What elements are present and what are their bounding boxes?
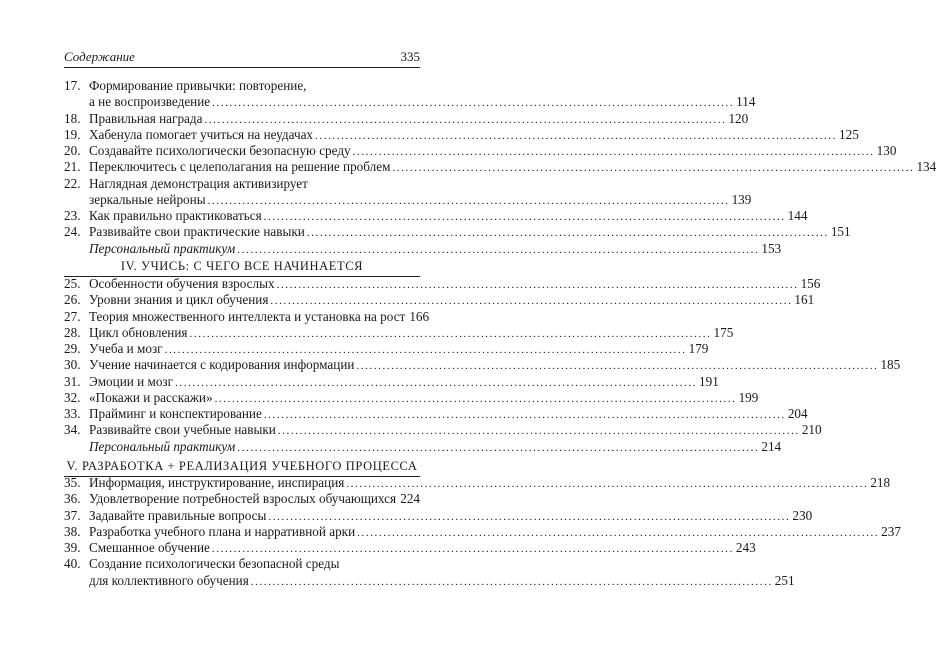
toc-entry-title: Уровни знания и цикл обучения <box>89 292 269 308</box>
toc-entry[interactable] <box>64 143 897 159</box>
dot-leader: ........................................................................................................................ <box>189 327 712 340</box>
toc-entry[interactable] <box>64 276 821 292</box>
toc-entry-title: Цикл обновления <box>89 324 188 340</box>
toc-entry-number: 33. <box>64 406 81 421</box>
toc-entry-title: Хабенула помогает учиться на неудачах <box>89 126 314 142</box>
dot-leader: ........................................................................................................................ <box>357 526 880 539</box>
toc-entry-number: 27. <box>64 308 81 324</box>
toc-entry-page: 130 <box>876 143 897 158</box>
toc-entry-page: 161 <box>794 292 815 308</box>
dot-leader: ........................................................................................................................ <box>356 360 879 373</box>
dot-leader: ........................................................................................................................ <box>204 113 727 126</box>
toc-entry-page: 156 <box>800 276 821 291</box>
toc-entry-number: 38. <box>64 523 81 539</box>
dot-leader: ........................................................................................................................ <box>306 227 829 240</box>
toc-entry-title: зеркальные нейроны <box>89 191 206 207</box>
toc-entry-page: 243 <box>735 540 756 555</box>
toc-entry[interactable] <box>64 357 901 373</box>
toc-entry-number: 40. <box>64 556 81 572</box>
dot-leader: ........................................................................................................................ <box>214 392 737 405</box>
toc-entry[interactable] <box>64 507 813 524</box>
dot-leader: ........................................................................................................................ <box>237 243 760 256</box>
dot-leader: ........................................................................................................................ <box>207 194 730 207</box>
toc-section-iv <box>64 276 901 455</box>
toc-entry-page: 153 <box>761 240 782 256</box>
toc-entry-number: 18. <box>64 110 81 126</box>
toc-entry-page: 114 <box>736 94 756 110</box>
toc-entry[interactable] <box>64 126 859 143</box>
toc-entry-title: Разработка учебного плана и нарративной арки <box>89 523 356 539</box>
section-heading-v: V. РАЗРАБОТКА + РЕАЛИЗАЦИЯ УЧЕБНОГО ПРОЦЕССА <box>66 459 418 473</box>
toc-entry[interactable] <box>64 438 782 455</box>
dot-leader: ........................................................................................................................ <box>277 425 800 438</box>
dot-leader: ........................................................................................................................ <box>276 279 799 291</box>
toc-entry-title: Теория множественного интеллекта и установка на рост <box>89 308 406 324</box>
toc-entry[interactable] <box>64 523 901 540</box>
toc-entry-number: 32. <box>64 389 81 405</box>
running-head-page-number: 335 <box>400 49 420 64</box>
toc-entry-page: 218 <box>870 475 891 490</box>
toc-entry[interactable] <box>64 341 709 357</box>
toc-entry-title: Персональный практикум <box>89 438 236 454</box>
dot-leader: ........................................................................................................................ <box>164 344 687 356</box>
toc-entry-page: 230 <box>792 507 813 523</box>
toc-entry-page: 166 <box>409 308 430 324</box>
toc-entry-page: 134 <box>916 159 936 175</box>
dot-leader: ........................................................................................................................ <box>263 211 786 223</box>
toc-entry-number: 20. <box>64 143 81 158</box>
dot-leader: ........................................................................................................................ <box>270 295 793 308</box>
section-heading-iv: IV. УЧИСЬ: С ЧЕГО ВСЕ НАЧИНАЕТСЯ <box>120 259 364 273</box>
toc-entry[interactable] <box>64 324 734 341</box>
dot-leader: ........................................................................................................................ <box>392 162 915 175</box>
toc-entry[interactable] <box>64 224 851 240</box>
toc-entry-title: а не воспроизведение <box>89 94 211 110</box>
toc-entry-number: 21. <box>64 159 81 175</box>
toc-entry-title: Как правильно практиковаться <box>89 208 262 223</box>
toc-entry-title: «Покажи и расскажи» <box>89 389 213 405</box>
dot-leader: ........................................................................................................................ <box>212 97 735 110</box>
toc-entry[interactable] <box>64 422 822 438</box>
toc-entry[interactable] <box>64 556 795 589</box>
toc-entry-page: 125 <box>839 126 859 142</box>
toc-entry[interactable] <box>64 373 719 390</box>
toc-entry-number: 34. <box>64 422 81 438</box>
toc-entry[interactable] <box>64 110 749 127</box>
toc-entry[interactable] <box>64 389 759 406</box>
toc-entry-title: Развивайте свои практические навыки <box>89 224 305 240</box>
dot-leader: ........................................................................................................................ <box>268 510 791 523</box>
running-head-title: Содержание <box>64 49 135 64</box>
toc-entry-title-line1: Наглядная демонстрация активизирует <box>89 175 308 191</box>
toc-entry[interactable] <box>64 208 808 224</box>
toc-entry[interactable] <box>64 308 430 325</box>
toc-entry-number: 23. <box>64 208 81 223</box>
dot-leader: ........................................................................................................................ <box>211 543 734 555</box>
toc-section-v <box>64 475 901 589</box>
dot-leader: ........................................................................................................................ <box>315 129 838 142</box>
toc-entry-title: Развивайте свои учебные навыки <box>89 422 276 438</box>
toc-entry-page: 251 <box>774 572 795 588</box>
toc-entry[interactable] <box>64 292 815 308</box>
dot-leader: ........................................................................................................................ <box>175 376 698 389</box>
dot-leader: ........................................................................................................................ <box>352 146 875 158</box>
toc-entry-number: 37. <box>64 507 81 523</box>
dot-leader: ........................................................................................................................ <box>237 441 760 454</box>
toc-entry-page: 237 <box>881 523 901 539</box>
toc-entry-page: 210 <box>801 422 822 438</box>
dot-leader: ........................................................................................................................ <box>263 409 786 421</box>
toc-entry[interactable] <box>64 475 891 491</box>
toc-entry-number: 17. <box>64 78 81 93</box>
toc-entry-page: 139 <box>731 191 752 207</box>
toc-entry[interactable] <box>64 159 936 175</box>
toc-entry-number: 22. <box>64 175 81 191</box>
toc-entry-page: 199 <box>738 389 759 405</box>
dot-leader: ........................................................................................................................ <box>250 575 773 588</box>
toc-entry-number: 24. <box>64 224 81 240</box>
toc-entry-number: 19. <box>64 126 81 142</box>
toc-group-chapters-17-24 <box>64 78 936 257</box>
toc-entry[interactable] <box>64 491 420 507</box>
toc-entry[interactable] <box>64 540 756 556</box>
dot-leader: ........................................................................................................................ <box>346 478 869 490</box>
toc-entry-title: Смешанное обучение <box>89 540 210 555</box>
toc-entry-page: 151 <box>830 224 851 240</box>
toc-entry-number: 26. <box>64 292 81 308</box>
toc-entry-page: 120 <box>728 110 749 126</box>
toc-entry-title: Создавайте психологически безопасную среду <box>89 143 351 158</box>
toc-entry-number: 31. <box>64 373 81 389</box>
toc-entry-page: 214 <box>761 438 782 454</box>
toc-entry-number: 28. <box>64 324 81 340</box>
toc-entry-title: Информация, инструктирование, инспирация <box>89 475 345 490</box>
toc-entry-title: Особенности обучения взрослых <box>89 276 275 291</box>
toc-entry[interactable] <box>64 406 808 422</box>
toc-entry-page: 191 <box>699 373 719 389</box>
toc-entry-page: 175 <box>713 324 734 340</box>
toc-entry-number: 29. <box>64 341 81 356</box>
toc-entry[interactable] <box>64 240 782 257</box>
toc-entry-title: Учение начинается с кодирования информации <box>89 357 355 373</box>
toc-entry-title: для коллективного обучения <box>89 572 249 588</box>
toc-entry-page: 179 <box>688 341 709 356</box>
toc-entry-title: Удовлетворение потребностей взрослых обучающихся <box>89 491 397 507</box>
toc-entry-title: Задавайте правильные вопросы <box>89 507 267 523</box>
toc-entry-page: 204 <box>787 406 808 421</box>
toc-entry-title-line1: Создание психологически безопасной среды <box>89 556 340 572</box>
toc-entry-page: 224 <box>400 491 420 507</box>
toc-entry-title: Персональный практикум <box>89 240 236 256</box>
toc-entry[interactable] <box>64 78 756 111</box>
toc-entry-number: 36. <box>64 491 81 507</box>
toc-entry-number: 35. <box>64 475 81 490</box>
running-head <box>64 47 420 68</box>
toc-entry-title: Переключитесь с целеполагания на решение проблем <box>89 159 391 175</box>
toc-entry-page: 144 <box>787 208 808 223</box>
toc-entry-title: Учеба и мозг <box>89 341 163 356</box>
toc-entry-page: 185 <box>880 357 901 373</box>
toc-entry-number: 25. <box>64 276 81 291</box>
toc-entry-title: Прайминг и конспектирование <box>89 406 262 421</box>
toc-entry-title: Правильная награда <box>89 110 203 126</box>
toc-entry-title-line1: Формирование привычки: повторение, <box>89 78 307 93</box>
toc-entry-number: 39. <box>64 540 81 555</box>
toc-entry-number: 30. <box>64 357 81 373</box>
toc-entry-title: Эмоции и мозг <box>89 373 174 389</box>
toc-entry[interactable] <box>64 175 752 209</box>
